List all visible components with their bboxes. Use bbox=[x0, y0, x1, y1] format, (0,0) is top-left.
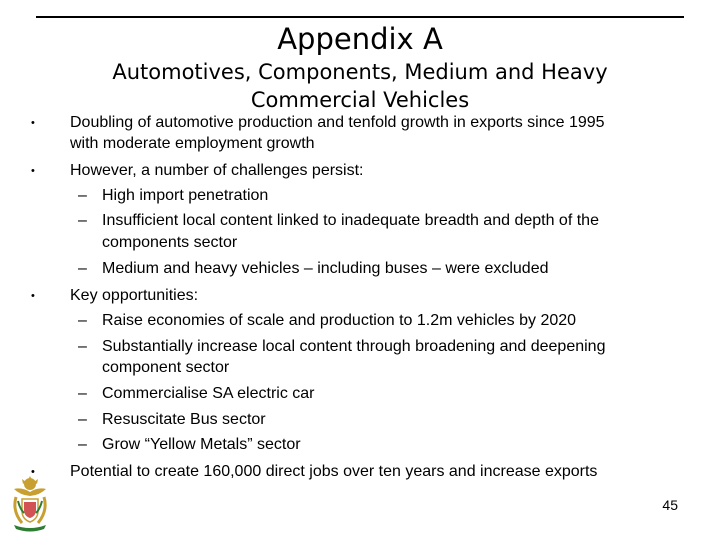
subtitle-line-1: Automotives, Components, Medium and Heavy bbox=[112, 60, 608, 84]
dash-marker: – bbox=[78, 385, 87, 402]
sub-item-import-penetration: High import penetration bbox=[102, 187, 269, 204]
sub-item-local-content-cont: components sector bbox=[102, 234, 238, 251]
slide-title: Appendix A bbox=[277, 22, 443, 56]
sub-item-heavy-vehicles: Medium and heavy vehicles – including buses – were excluded bbox=[102, 260, 549, 277]
dash-marker: – bbox=[78, 338, 87, 355]
dash-marker: – bbox=[78, 212, 87, 229]
bullet-item-production-growth-cont: with moderate employment growth bbox=[70, 135, 315, 152]
bullet-marker: • bbox=[31, 165, 35, 177]
dash-marker: – bbox=[78, 411, 87, 428]
page-number: 45 bbox=[662, 497, 678, 513]
dash-marker: – bbox=[78, 312, 87, 329]
coat-of-arms-icon bbox=[8, 475, 52, 533]
bullet-marker: • bbox=[31, 466, 35, 478]
sub-item-local-content: Insufficient local content linked to inadequate breadth and depth of the bbox=[102, 212, 599, 229]
bullet-marker: • bbox=[31, 290, 35, 302]
sub-item-increase-local-content-cont: component sector bbox=[102, 359, 230, 376]
subtitle-line-2: Commercial Vehicles bbox=[250, 88, 470, 112]
sub-item-economies-of-scale: Raise economies of scale and production to 1.2m vehicles by 2020 bbox=[102, 312, 577, 329]
bullet-item-challenges: However, a number of challenges persist: bbox=[70, 162, 364, 179]
bullet-item-production-growth: Doubling of automotive production and tenfold growth in exports since 1995 bbox=[70, 114, 605, 131]
sub-item-electric-car: Commercialise SA electric car bbox=[102, 385, 315, 402]
sub-item-increase-local-content: Substantially increase local content through broadening and deepening bbox=[102, 338, 606, 355]
bullet-item-jobs-potential: Potential to create 160,000 direct jobs over ten years and increase exports bbox=[70, 463, 598, 480]
bullet-marker: • bbox=[31, 117, 35, 129]
sub-item-yellow-metals: Grow “Yellow Metals” sector bbox=[102, 436, 301, 453]
dash-marker: – bbox=[78, 436, 87, 453]
dash-marker: – bbox=[78, 187, 87, 204]
sub-item-bus-sector: Resuscitate Bus sector bbox=[102, 411, 266, 428]
bullet-item-key-opportunities: Key opportunities: bbox=[70, 287, 199, 304]
dash-marker: – bbox=[78, 260, 87, 277]
